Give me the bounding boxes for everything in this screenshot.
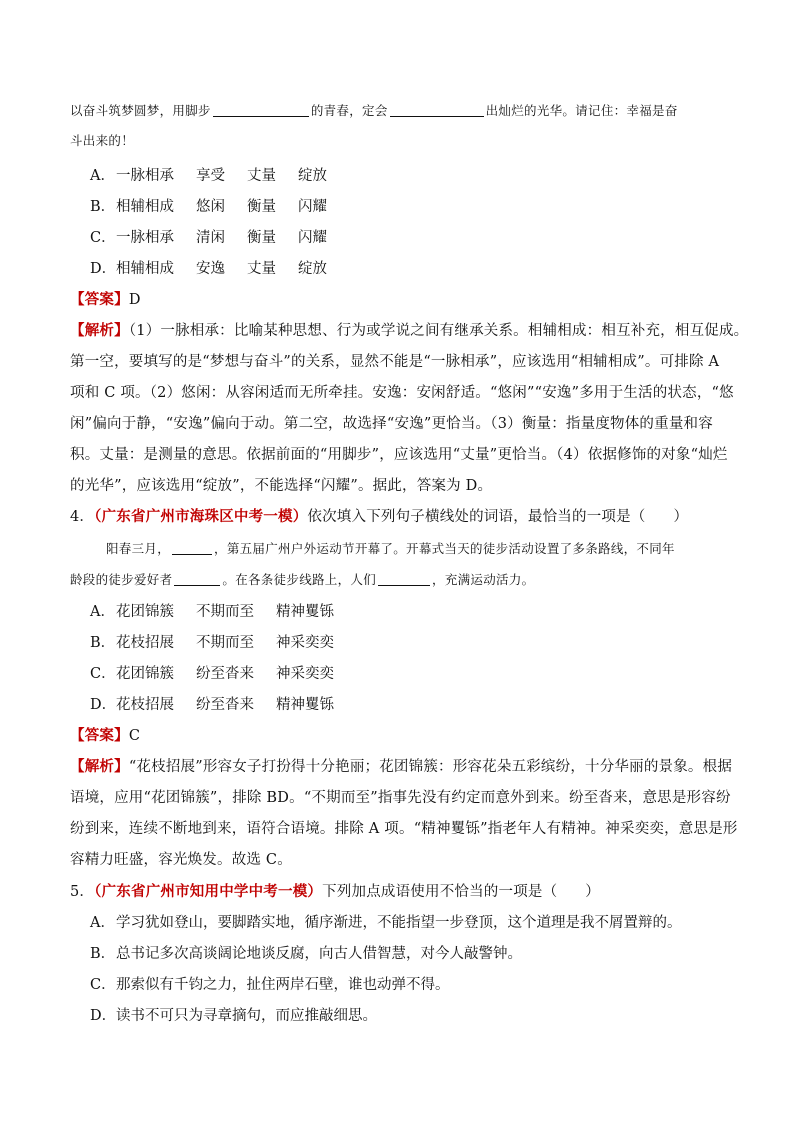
option-word: 花枝招展 — [116, 635, 174, 651]
analysis-text: 语境，应用“花团锦簇”，排除 BD。“不期而至”指事先没有约定而意外到来。纷至沓来，意思是形容纷 — [70, 790, 731, 806]
option-word: 纷至沓来 — [196, 697, 254, 713]
option-word: 悠闲 — [196, 199, 225, 215]
option-label: B． — [90, 635, 116, 651]
question-number: 5． — [70, 884, 95, 900]
option-word: 不期而至 — [196, 604, 254, 620]
q5-stem — [70, 880, 600, 901]
analysis-text: 的光华”，应该选用“绽放”，不能选择“闪耀”。据此，答案为 D。 — [70, 478, 493, 494]
q3-passage-line-1 — [70, 101, 678, 119]
q5-option-b — [90, 942, 522, 963]
option-text: 读书不可只为寻章摘句，而应推敲细思。 — [116, 1008, 377, 1024]
q3-analysis-line — [70, 443, 728, 464]
analysis-tag: 【解析】 — [70, 758, 129, 775]
q4-option-a — [90, 600, 356, 621]
q4-passage-line-2 — [70, 570, 534, 588]
q4-analysis-line — [70, 755, 732, 776]
option-word: 衡量 — [247, 230, 276, 246]
q3-passage-line-2 — [70, 131, 134, 149]
option-label: D． — [90, 261, 117, 277]
q4-passage-text: ，第五届广州户外运动节开幕了。开幕式当天的徒步活动设置了多条路线，不同年 — [214, 541, 675, 556]
q4-stem — [70, 505, 688, 526]
q3-option-a — [90, 164, 349, 185]
analysis-text: “花枝招展”形容女子打扮得十分艳丽；花团锦簇：形容花朵五彩缤纷，十分华丽的景象。根据 — [128, 759, 733, 775]
option-word: 闪耀 — [298, 199, 327, 215]
q5-option-a — [90, 911, 682, 932]
option-word: 神采奕奕 — [276, 635, 334, 651]
q4-analysis-line — [70, 817, 738, 838]
option-word: 一脉相承 — [116, 168, 174, 184]
q3-answer — [70, 288, 141, 309]
q3-option-d — [90, 257, 349, 278]
option-word: 丈量 — [247, 261, 276, 277]
option-word: 丈量 — [247, 168, 276, 184]
q4-analysis-line — [70, 786, 731, 807]
q4-option-d — [90, 693, 356, 714]
option-text: 那索似有千钧之力，扯住两岸石壁，谁也动弹不得。 — [116, 977, 450, 993]
q4-passage-text: 龄段的徒步爱好者 — [70, 572, 173, 587]
option-word: 闪耀 — [298, 230, 327, 246]
option-word: 精神矍铄 — [276, 604, 334, 620]
option-word: 花团锦簇 — [116, 604, 174, 620]
q3-passage-text: 出灿烂的光华。请记住：幸福是奋 — [485, 103, 678, 118]
analysis-text: 闲”偏向于静，“安逸”偏向于动。第二空，故选择“安逸”更恰当。（3）衡量：指量度物体的重量和容 — [70, 416, 713, 432]
question-stem: 依次填入下列句子横线处的词语，最恰当的一项是（ — [307, 509, 646, 525]
option-label: A． — [90, 604, 115, 620]
fill-blank — [172, 540, 212, 555]
option-label: D． — [90, 697, 117, 713]
analysis-text: 项和 C 项。（2）悠闲：从容闲适而无所牵挂。安逸：安闲舒适。“悠闲”“安逸”多用于生活的状态，“悠 — [70, 385, 734, 401]
analysis-text: 积。丈量：是测量的意思。依据前面的“用脚步”，应该选用“丈量”更恰当。（4）依据修饰的对象“灿烂 — [70, 447, 728, 463]
q4-analysis-line — [70, 848, 292, 869]
q4-answer — [70, 724, 140, 745]
fill-blank — [390, 102, 484, 117]
option-word: 一脉相承 — [116, 230, 174, 246]
analysis-text: 纷到来，连续不断地到来，语符合语境。排除 A 项。“精神矍铄”指老年人有精神。神采奕奕，意思是形 — [70, 821, 738, 837]
q3-option-c — [90, 226, 349, 247]
option-label: C． — [90, 977, 116, 993]
analysis-text: 容精力旺盛，容光焕发。故选 C。 — [70, 852, 292, 868]
q3-passage-text: 斗出来的！ — [70, 133, 135, 148]
option-word: 清闲 — [196, 230, 225, 246]
analysis-text: 第一空，要填写的是“梦想与奋斗”的关系，显然不能是“一脉相承”，应该选用“相辅相成”。可排除 A — [70, 354, 720, 370]
option-word: 绽放 — [298, 261, 327, 277]
q4-option-c — [90, 662, 356, 683]
q4-passage-text: 阳春三月， — [106, 541, 171, 556]
answer-value: D — [128, 292, 141, 308]
q5-option-c — [90, 973, 450, 994]
question-stem-end: ） — [673, 509, 689, 525]
question-stem-end: ） — [585, 884, 600, 900]
q3-analysis-line — [70, 474, 492, 495]
option-label: A． — [90, 915, 115, 931]
q3-passage-text: 的青春，定会 — [310, 103, 388, 118]
fill-blank — [378, 571, 430, 586]
answer-value: C — [128, 728, 141, 744]
option-label: D． — [90, 1008, 117, 1024]
q3-analysis-line — [70, 381, 734, 402]
option-word: 花枝招展 — [116, 697, 174, 713]
option-label: C． — [90, 230, 116, 246]
option-text: 学习犹如登山，要脚踏实地，循序渐进，不能指望一步登顶，这个道理是我不屑置辩的。 — [116, 915, 682, 931]
fill-blank — [174, 571, 220, 586]
answer-tag: 【答案】 — [70, 727, 129, 744]
q3-analysis-line — [70, 412, 713, 433]
q5-option-d — [90, 1004, 377, 1025]
option-word: 相辅相成 — [116, 199, 174, 215]
analysis-tag: 【解析】 — [70, 322, 129, 339]
option-word: 安逸 — [196, 261, 225, 277]
q4-passage-text: 。在各条徒步线路上，人们 — [222, 572, 377, 587]
q4-passage-text: ，充满运动活力。 — [432, 572, 535, 587]
option-word: 相辅相成 — [116, 261, 174, 277]
q3-analysis-line — [70, 350, 719, 371]
option-word: 精神矍铄 — [276, 697, 334, 713]
q3-analysis-line — [70, 319, 748, 340]
question-source: （广东省广州市知用中学中考一模） — [94, 883, 323, 900]
answer-tag: 【答案】 — [70, 291, 129, 308]
option-label: B． — [90, 946, 116, 962]
option-label: B． — [90, 199, 116, 215]
option-word: 纷至沓来 — [196, 666, 254, 682]
option-word: 花团锦簇 — [116, 666, 174, 682]
option-label: A． — [90, 168, 115, 184]
option-word: 不期而至 — [196, 635, 254, 651]
q4-option-b — [90, 631, 356, 652]
q3-option-b — [90, 195, 349, 216]
question-stem: 下列加点成语使用不恰当的一项是（ — [322, 884, 558, 900]
option-word: 衡量 — [247, 199, 276, 215]
option-label: C． — [90, 666, 116, 682]
question-number: 4． — [70, 509, 95, 525]
q4-passage-line-1 — [106, 539, 675, 557]
q3-passage-text: 以奋斗筑梦圆梦，用脚步 — [70, 103, 211, 118]
option-text: 总书记多次高谈阔论地谈反腐，向古人借智慧，对今人敲警钟。 — [116, 946, 522, 962]
analysis-text: （1）一脉相承：比喻某种思想、行为或学说之间有继承关系。相辅相成：相互补充，相互促成。 — [128, 323, 749, 339]
option-word: 绽放 — [298, 168, 327, 184]
option-word: 享受 — [196, 168, 225, 184]
question-source: （广东省广州市海珠区中考一模） — [94, 508, 308, 525]
fill-blank — [213, 102, 309, 117]
option-word: 神采奕奕 — [276, 666, 334, 682]
